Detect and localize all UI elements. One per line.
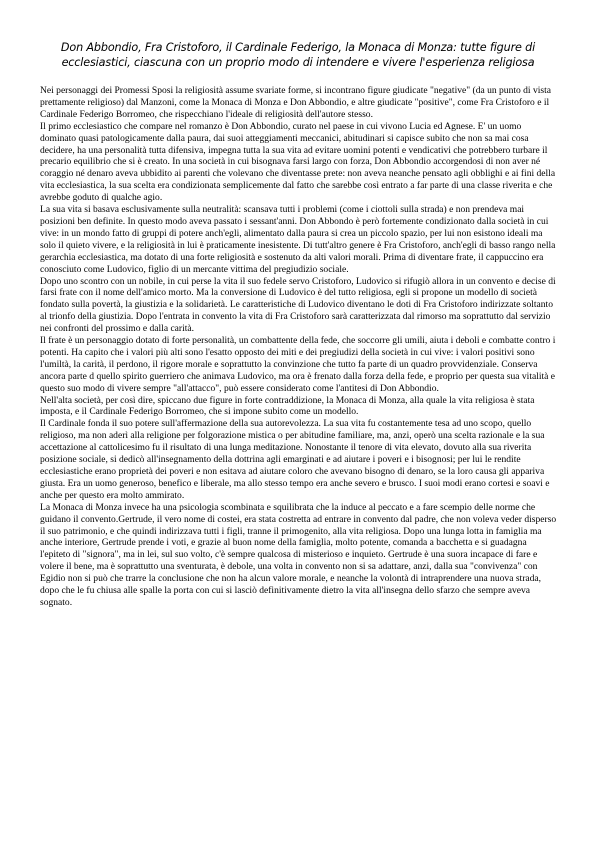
paragraph: La Monaca di Monza invece ha una psicologia scombinata e squilibrata che la induce al peccato e a fare scempio delle norme che guidano il convento.Gertrude, il vero nome di costei, era stata costretta ad entrare in convento dal padre, che non voleva veder disperso il suo patrimonio, e che quindi indirizzava tutti i figli, tranne il primogenito, alla vita religiosa. Dopo una lunga lotta in famiglia ma anche interiore, Gertrude prende i voti, e grazie al buon nome della famiglia, molto potente, comanda a bacchetta e si guadagna l'epiteto di "signora", ma in lei, sul suo volto, c'è sempre qualcosa di misterioso e inquieto. Gertrude è una suora incapace di fare e volere il bene, ma è soprattutto una sventurata, è debole, una volta in convento non si sa adattare, anzi, dalla sua "convivenza" con Egidio non si può che trarre la conclusione che non ha alcun valore morale, e neanche la volontà di intraprendere una nuova strada, dopo che le fu chiusa alle spalle la porta con cui si lasciò definitivamente dietro la vita all'insegna dello sfarzo che sempre aveva sognato. [40,501,557,608]
paragraph: Il frate è un personaggio dotato di forte personalità, un combattente della fede, che soccorre gli umili, aiuta i deboli e combatte contro i potenti. Ha capito che i valori più alti sono l'esatto opposto dei miti e dei pregiudizi della società in cui vive: i valori positivi sono l'umiltà, la carità, il perdono, il rigore morale e soprattutto la convinzione che tutto fa parte di un quadro provvidenziale. Conserva ancora parte d quello spirito guerriero che animava Ludovico, ma ora è frenato dalla forza della fede, e proprio per questa sua vitalità e questo suo modo di vivere sempre "all'attacco", può essere considerato come l'antitesi di Don Abbondio. [40,335,556,394]
paragraph: La sua vita si basava esclusivamente sulla neutralità: scansava tutti i problemi (come i ciottoli sulla strada) e non prendeva mai posizioni ben definite. In questo modo aveva passato i sessant'anni. Don Abbondo è però fortemente condizionato dalla società in cui vive: in un mondo fatto di gruppi di potere anch'egli, alimentato dalla paura si crea un piccolo spazio, per lui non esistono ideali ma solo il quieto vivere, e la religiosità in lui è praticamente inesistente. Di tutt'altro genere è Fra Cristoforo, anch'egli di basso rango nella gerarchia ecclesiastica, ma dotato di una forte religiosità e sostenuto da alti valori morali. Prima di diventare frate, il cappuccino era conosciuto come Ludovico, figlio di un mercante vittima del pregiudizio sociale. [40,204,556,275]
document-body [40,85,558,609]
paragraph: Nei personaggi dei Promessi Sposi la religiosità assume svariate forme, si incontrano figure giudicate "negative" (da un punto di vista prettamente religioso) dal Manzoni, come la Monaca di Monza e Don Abbondio, e altre giudicate "positive", come Fra Cristoforo e il Cardinale Federigo Borromeo, che rispecchiano l'ideale di religiosità dell'autore stesso. [40,85,552,120]
paragraph: Il Cardinale fonda il suo potere sull'affermazione della sua autorevolezza. La sua vita fu costantemente tesa ad uno scopo, quello religioso, ma non aderì alla religione per folgorazione mistica o per abitudine familiare, ma, anzi, operò una scelta razionale e la sua accettazione al cattolicesimo fu il risultato di una lunga meditazione. Nonostante il tenore di vita elevato, dovuto alla sua riverita posizione sociale, si dedicò all'insegnamento della dottrina agli emarginati e ad aiutare i poveri e i bisognosi; per lui le rendite ecclesiastiche erano proprietà dei poveri e non esitava ad aiutare coloro che avevano bisogno di denaro, se la loro causa gli appariva giusta. Era un uomo generoso, benefico e liberale, ma allo stesso tempo era anche severo e brusco. I suoi modi erano cortesi e soavi e anche per questo era molto ammirato. [40,418,550,501]
paragraph: Il primo ecclesiastico che compare nel romanzo è Don Abbondio, curato nel paese in cui vivono Lucia ed Agnese. E' un uomo dominato quasi patologicamente dalla paura, dai suoi atteggiamenti meccanici, abitudinari si capisce subito che non sa mai cosa decidere, ha una personalità tutta difensiva, impegna tutta la sua vita ad evitare uomini potenti e vendicativi che potrebbero turbare il precario equilibrio che si è creato. In una società in cui bisognava farsi largo con forza, Don Abbondio accorgendosi di non aver né coraggio né denaro aveva ubbidito ai parenti che volevano che diventasse prete: non aveva neanche pensato agli obblighi e ai fini della vita ecclesiastica, la sua scelta era condizionata semplicemente dal fatto che sarebbe così entrato a far parte di una classe riverita e che avrebbe goduto di qualche agio. [40,120,556,204]
paragraph: Dopo uno scontro con un nobile, in cui perse la vita il suo fedele servo Cristoforo, Ludovico si rifugiò allora in un convento e decise di farsi frate con il nome dell'amico morto. Ma la conversione di Ludovico è del tutto religiosa, egli si propone un modello di società fondato sulla povertà, la giustizia e la solidarietà. Le caratteristiche di Ludovico diventano le doti di Fra Cristoforo indirizzate soltanto al trionfo della giustizia. Dopo l'entrata in convento la vita di Fra Cristoforo sarà caratterizzata dal rimorso ma soprattutto dal servizio nei confronti del prossimo e dalla carità. [40,275,556,335]
paragraph: Nell'alta società, per così dire, spiccano due figure in forte contraddizione, la Monaca di Monza, alla quale la vita religiosa è stata imposta, e il Cardinale Federigo Borromeo, che si impone subito come un modello. [40,394,535,418]
document-title: Don Abbondio, Fra Cristoforo, il Cardinale Federigo, la Monaca di Monza: tutte figure di ecclesiastici, ciascuna con un proprio modo di intendere e vivere l'esperienza religiosa [60,41,536,69]
